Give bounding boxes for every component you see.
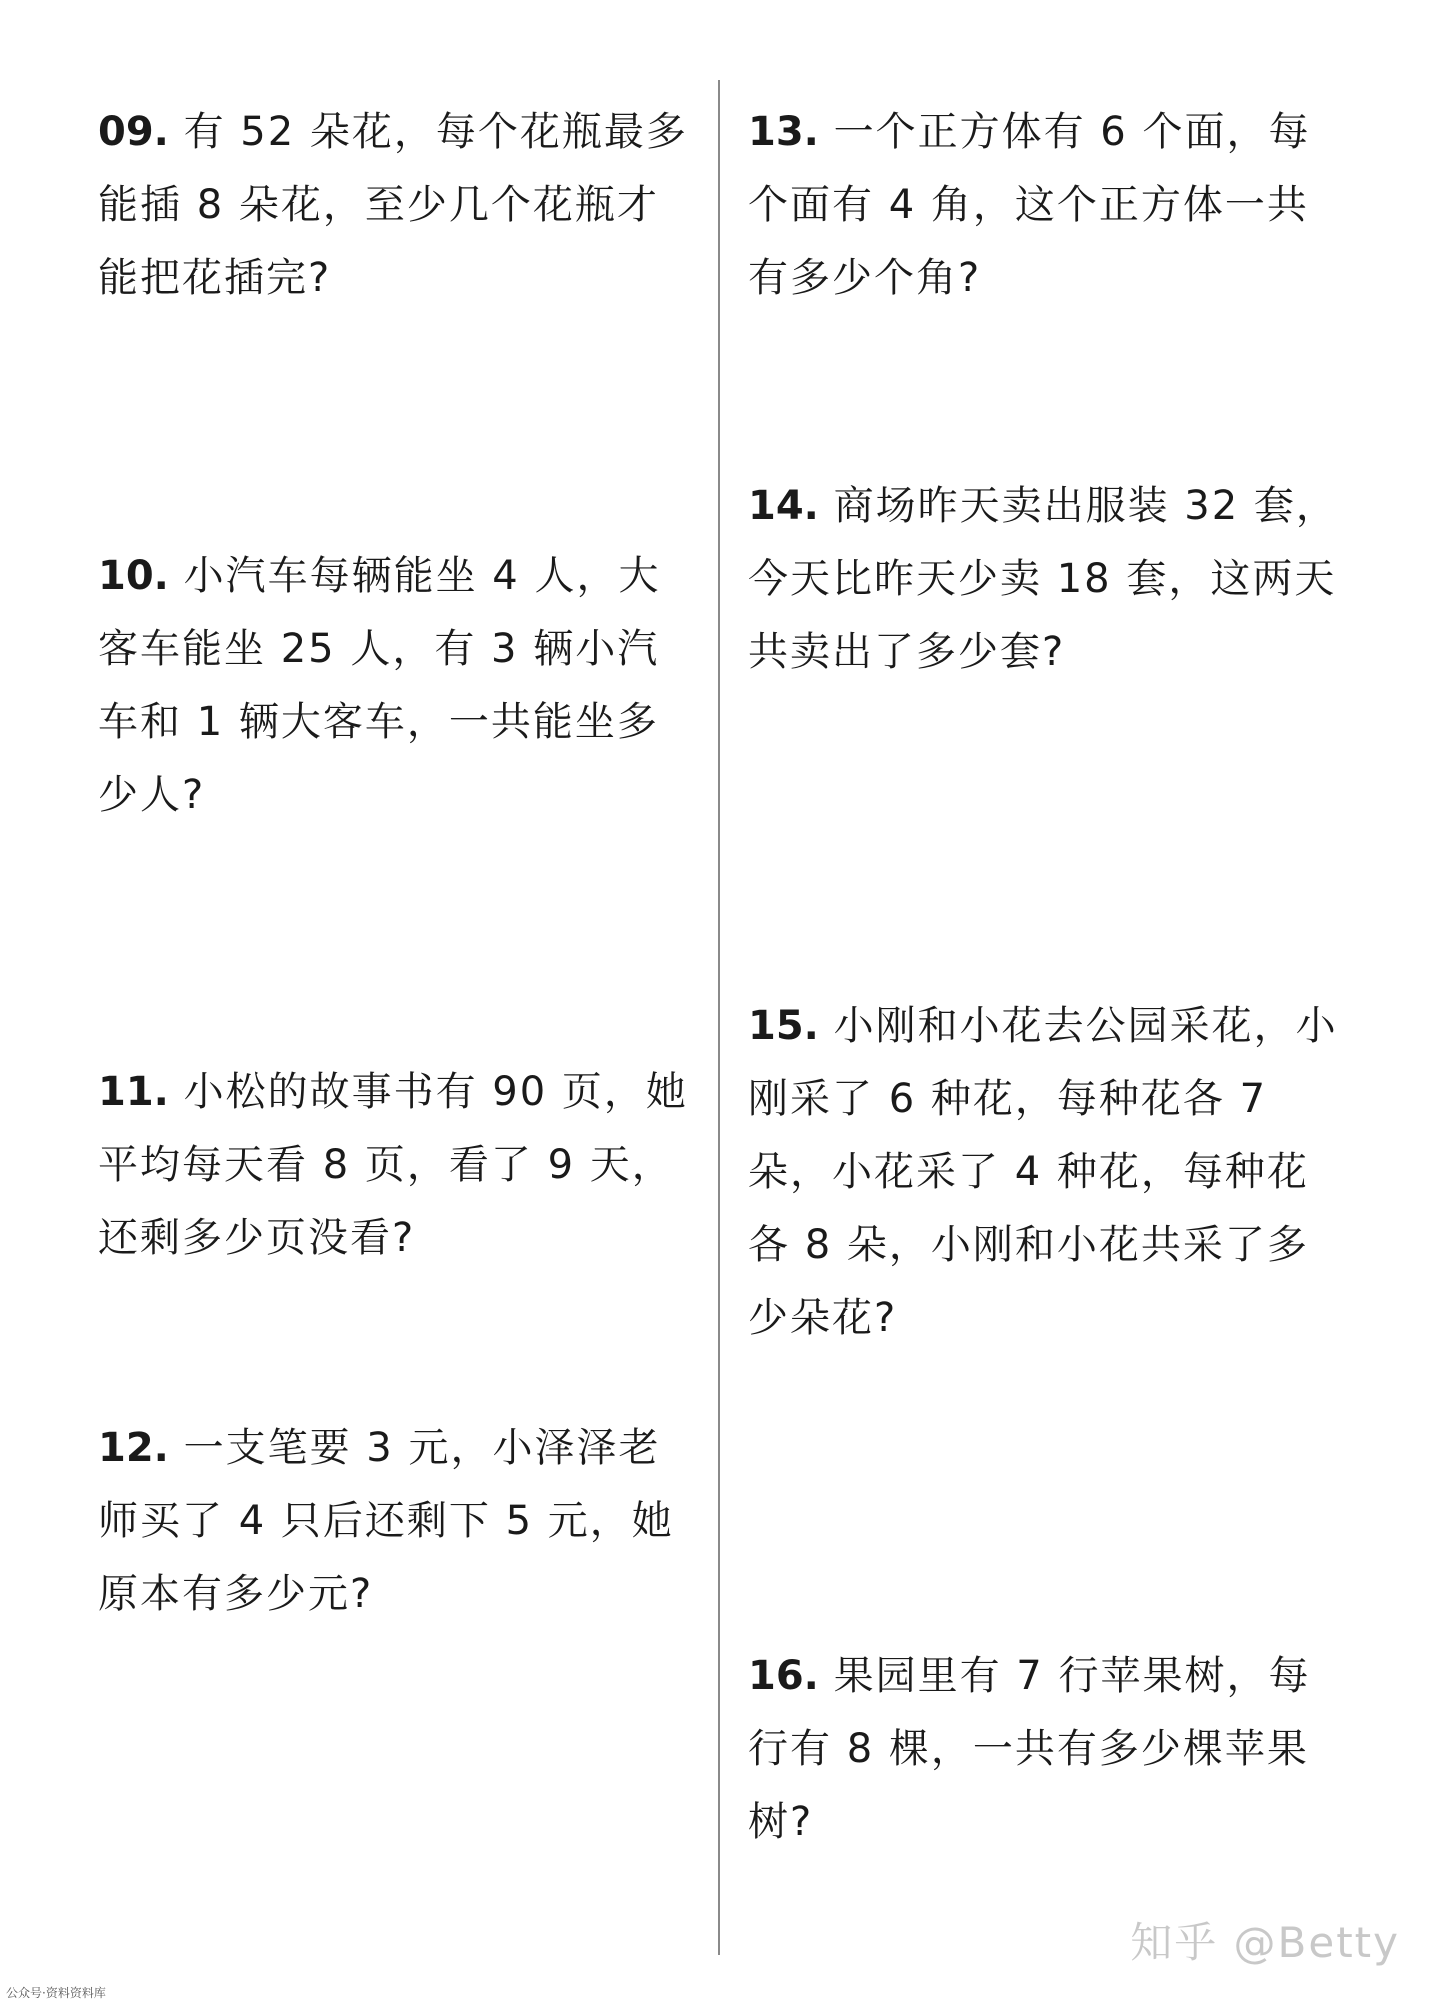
problem-text: 一支笔要 3 元，小泽泽老师买了 4 只后还剩下 5 元，她原本有多少元? — [98, 1425, 674, 1617]
footer-note: 公众号·资料资料库 — [6, 1986, 106, 2000]
problem-text: 小刚和小花去公园采花，小刚采了 6 种花，每种花各 7 朵，小花采了 4 种花，每种花各 8 朵，小刚和小花共采了多少朵花? — [748, 1003, 1338, 1341]
problem-number: 09. — [98, 109, 169, 155]
problem-number: 13. — [748, 109, 819, 155]
problem-12 — [98, 1412, 698, 1631]
problem-number: 16. — [748, 1653, 819, 1699]
problem-16 — [748, 1640, 1348, 1859]
problem-number: 14. — [748, 483, 819, 529]
problem-text: 小松的故事书有 90 页，她平均每天看 8 页，看了 9 天，还剩多少页没看? — [98, 1069, 688, 1261]
problem-text: 小汽车每辆能坐 4 人，大客车能坐 25 人，有 3 辆小汽车和 1 辆大客车，一共能坐多少人? — [98, 553, 661, 818]
problem-number: 11. — [98, 1069, 169, 1115]
problem-10 — [98, 540, 698, 832]
column-divider — [718, 80, 720, 1955]
problem-14 — [748, 470, 1348, 689]
problem-number: 12. — [98, 1425, 169, 1471]
problem-09 — [98, 96, 698, 315]
problem-text: 果园里有 7 行苹果树，每行有 8 棵，一共有多少棵苹果树? — [748, 1653, 1311, 1845]
problem-text: 一个正方体有 6 个面，每个面有 4 角，这个正方体一共有多少个角? — [748, 109, 1311, 301]
problem-13 — [748, 96, 1348, 315]
problem-text: 商场昨天卖出服装 32 套，今天比昨天少卖 18 套，这两天共卖出了多少套? — [748, 483, 1338, 675]
problem-number: 15. — [748, 1003, 819, 1049]
problem-text: 有 52 朵花，每个花瓶最多能插 8 朵花，至少几个花瓶才能把花插完? — [98, 109, 688, 301]
problem-11 — [98, 1056, 698, 1275]
problem-15 — [748, 990, 1348, 1355]
watermark: 知乎 @Betty — [1130, 1918, 1400, 1967]
problem-number: 10. — [98, 553, 169, 599]
